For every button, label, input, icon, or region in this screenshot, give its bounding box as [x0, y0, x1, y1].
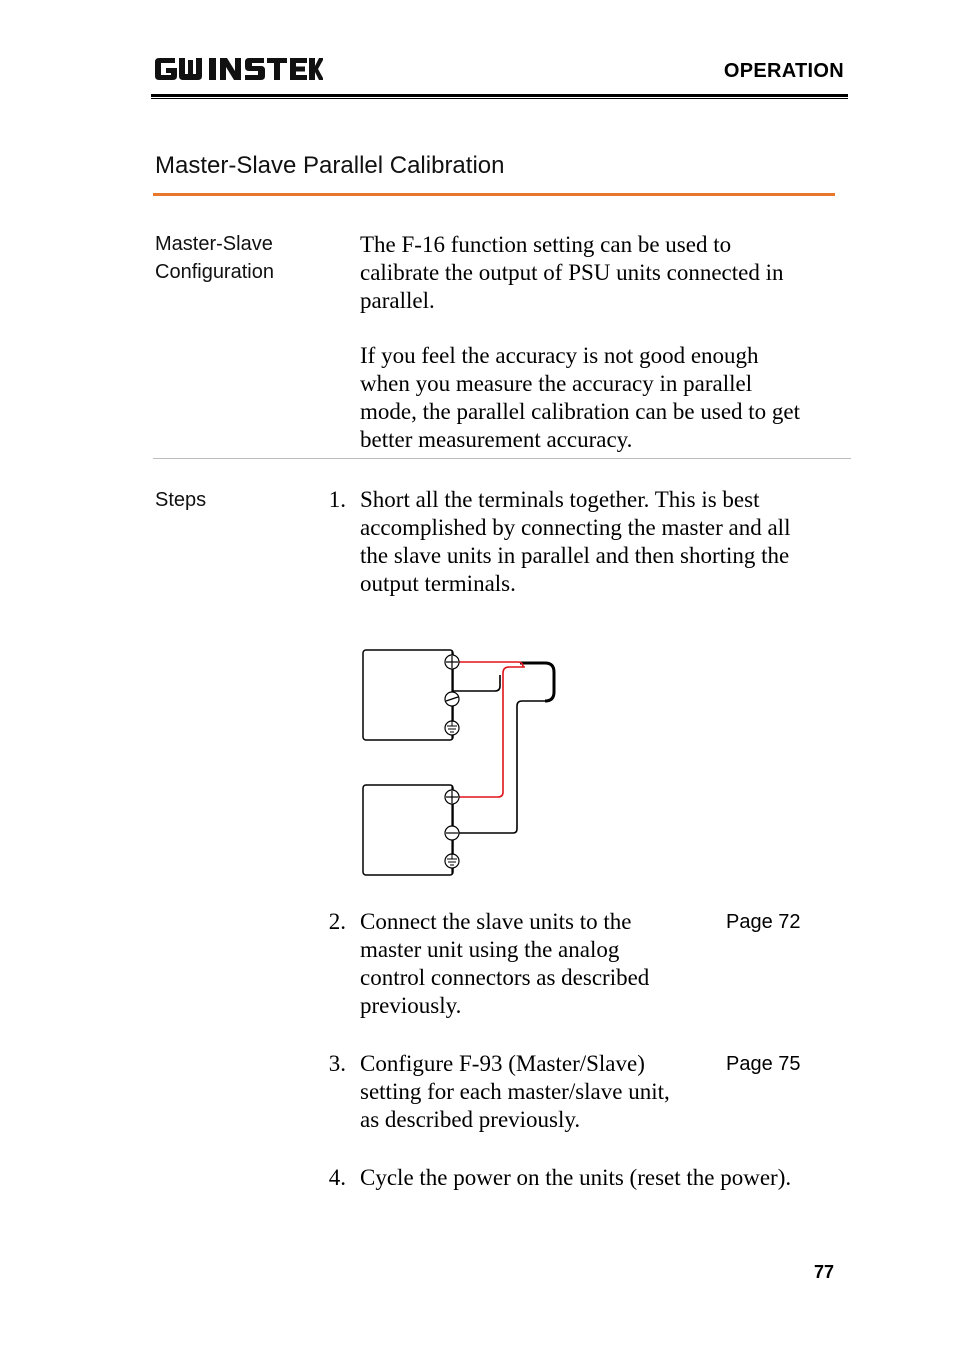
step-1-number: 1.: [328, 487, 346, 512]
steps-label: Steps: [155, 489, 207, 511]
text-line: better measurement accuracy.: [360, 427, 633, 452]
header-section-name: OPERATION: [723, 60, 844, 82]
slave-unit-box: [363, 785, 453, 875]
ground-terminal-icon: [445, 721, 459, 735]
text-line: when you measure the accuracy in parallel: [360, 371, 753, 396]
step-4-number: 4.: [328, 1165, 346, 1190]
section-title: Master-Slave Parallel Calibration: [155, 152, 505, 179]
text-line: the slave units in parallel and then shorting the: [360, 543, 790, 568]
master-unit-box: [363, 650, 453, 740]
text-line: master unit using the analog: [360, 937, 620, 962]
step-1-text: [360, 486, 790, 598]
negative-wire: [453, 701, 545, 833]
text-line: control connectors as described: [360, 965, 650, 990]
gw-instek-logo: [153, 54, 323, 84]
text-line: calibrate the output of PSU units connected in: [360, 260, 784, 285]
shorting-loop: [520, 663, 554, 701]
step-3-number: 3.: [328, 1051, 346, 1076]
text-line: The F-16 function setting can be used to: [360, 232, 732, 257]
text-line: output terminals.: [360, 571, 516, 596]
config-paragraph-1: [360, 231, 784, 315]
config-label-line: Master-Slave: [155, 233, 273, 255]
text-line: setting for each master/slave unit,: [360, 1079, 670, 1104]
text-line: Cycle the power on the units (reset the power).: [360, 1165, 792, 1190]
config-label: [155, 230, 274, 286]
text-line: accomplished by connecting the master and all: [360, 515, 791, 540]
config-label-line: Configuration: [155, 261, 274, 283]
positive-wire: [453, 667, 525, 797]
text-line: Short all the terminals together. This is best: [360, 487, 760, 512]
config-paragraph-2: [360, 342, 800, 454]
step-3-text: [360, 1050, 670, 1134]
text-line: previously.: [360, 993, 462, 1018]
row-divider: [153, 458, 851, 459]
positive-terminal-icon: [445, 655, 459, 669]
text-line: as described previously.: [360, 1107, 581, 1132]
section-title-underline: [153, 193, 835, 196]
header-rule: [151, 94, 848, 97]
positive-terminal-icon: [445, 790, 459, 804]
step-2-text: [360, 908, 649, 1020]
text-line: Configure F-93 (Master/Slave): [360, 1051, 645, 1076]
text-line: parallel.: [360, 288, 435, 313]
page-number: 77: [814, 1262, 835, 1282]
page-reference-link[interactable]: Page 75: [726, 1053, 801, 1075]
negative-wire: [453, 675, 500, 691]
step-2-number: 2.: [328, 909, 346, 934]
text-line: mode, the parallel calibration can be used to get: [360, 399, 801, 424]
text-line: If you feel the accuracy is not good enough: [360, 343, 759, 368]
ground-terminal-icon: [445, 854, 459, 868]
parallel-shorting-diagram: [355, 640, 565, 885]
header-rule-thin: [151, 98, 848, 99]
page-reference-link[interactable]: Page 72: [726, 911, 801, 933]
negative-terminal-icon: [445, 692, 459, 706]
step-4-text: [360, 1164, 791, 1192]
text-line: Connect the slave units to the: [360, 909, 632, 934]
negative-terminal-icon: [445, 826, 459, 840]
